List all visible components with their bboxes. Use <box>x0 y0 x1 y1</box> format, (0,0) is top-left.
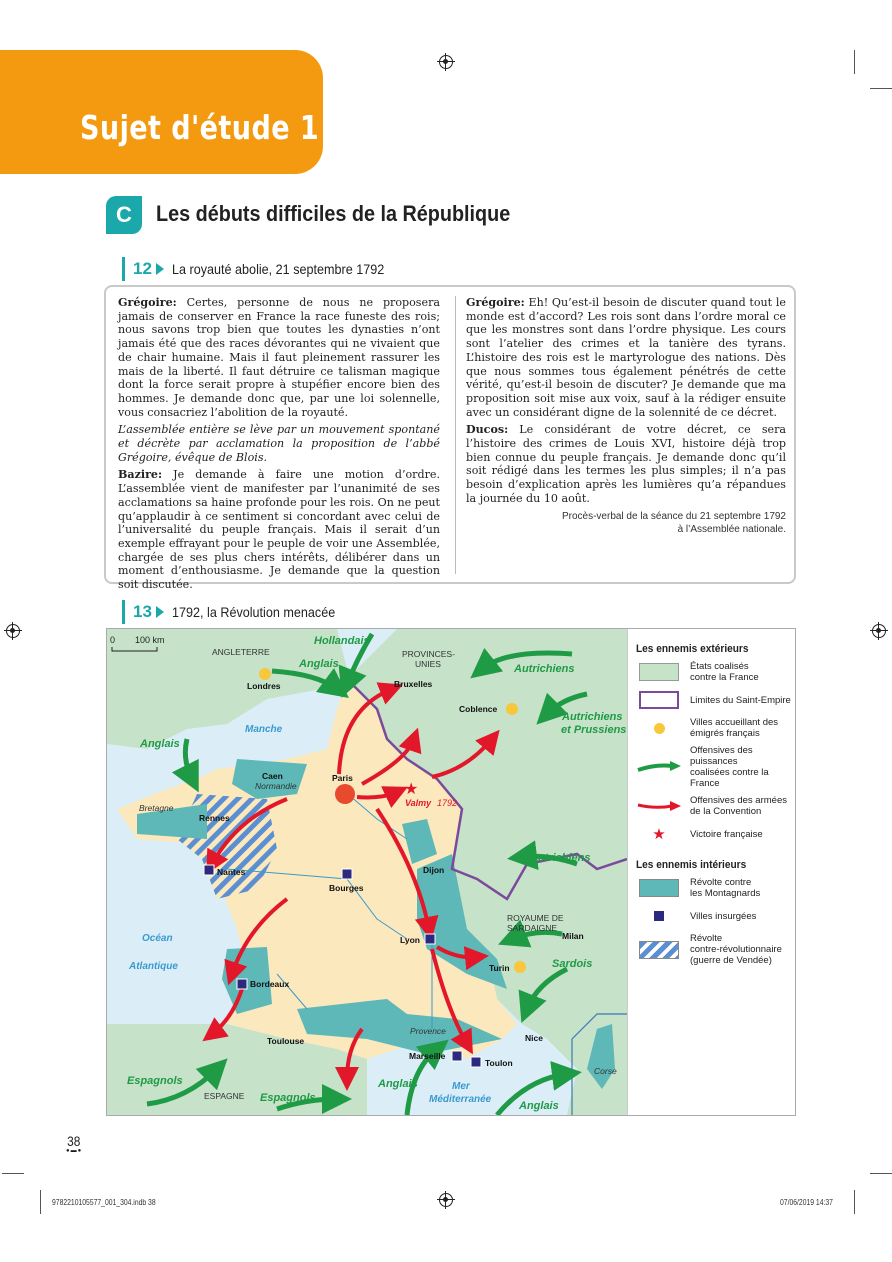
green-area-swatch <box>639 663 679 681</box>
city-label: Toulouse <box>267 1036 305 1046</box>
country-label: UNIES <box>415 659 441 669</box>
doc-number: 13 <box>133 602 152 621</box>
legend-label: Victoire française <box>690 828 763 840</box>
teal-area-swatch <box>639 879 679 897</box>
source-line: Procès-verbal de la séance du 21 septembre 1792 <box>561 510 786 522</box>
speech-text: Le considérant de votre décret, ce sera l’histoire des crimes de Louis XVI, histoire déjà trop bien connue du peuple français. Je demande donc qu’il soit rédigé dans les termes les plus simples; il n’a pas besoin d’explication après les lumières qu’a répandues la journée du 10 août. <box>466 423 786 505</box>
sea-label: Mer <box>452 1081 470 1092</box>
legend-label: Révolte <box>690 933 723 944</box>
enemy-label: Anglais <box>299 658 339 670</box>
enemy-label: Autrichiens <box>514 663 575 675</box>
speech-text: Certes, personne de nous ne proposera jamais de conserver en France la race funeste des rois; nous savons trop bien que toutes les dynasties n’ont jamais été que des races dévorantes qui ne vivaient que de chair humaine. Mais il faut pleinement rassurer les mais de la liberté. Il faut détruire ce talisman magique dont la force serait propre à stupéfier encore bien des hommes. Je demande donc que, par une loi solennelle, vous consacriez l’abolition de la royauté. <box>118 296 440 419</box>
city-label: Nantes <box>217 867 246 877</box>
city-label: Paris <box>332 773 353 783</box>
speaker-name: Grégoire: <box>466 296 525 309</box>
speech-text: Eh! Qu’est-il besoin de discuter quand tout le monde est d’accord? Les rois sont dans l’ordre moral ce que les monstres sont dans l’ordre physique. Les cours sont l’atelier des crimes et la tanière des tyrans. L’histoire des rois est le martyrologue des nations. Dès que nous sommes tous également pénétrés de cette vérité, qu’est-il besoin de discuter? Je demande que ma proposition soit mise aux voix, sauf à la rédiger ensuite avec un considérant digne de la solennité de ce décret. <box>466 296 786 419</box>
section-title: Les débuts difficiles de la République <box>156 201 511 226</box>
legend-label: les Montagnards <box>690 888 761 899</box>
sea-label: Atlantique <box>129 961 178 972</box>
legend-label: Offensives des puissances <box>690 745 753 767</box>
sea-label: Méditerranée <box>429 1094 492 1105</box>
insurgent-city-marker <box>425 934 435 944</box>
hatched-area-swatch <box>639 941 679 959</box>
chapter-tab-title: Sujet d'étude 1 <box>80 108 320 147</box>
legend-item <box>636 905 795 927</box>
text-column-right <box>466 296 786 536</box>
victory-year: 1792 <box>437 798 458 808</box>
crop-mark <box>870 1173 892 1174</box>
heading-bar <box>122 257 125 281</box>
legend-label: émigrés français <box>690 728 760 739</box>
legend-section-title: Les ennemis intérieurs <box>636 859 747 871</box>
legend-item <box>636 689 795 711</box>
region-label: Bretagne <box>139 803 174 813</box>
city-label: Milan <box>562 931 584 941</box>
legend-label: contre-révolutionnaire <box>690 944 782 955</box>
print-slug-right: 07/06/2019 14:37 <box>780 1198 833 1207</box>
enemy-label: Espagnols <box>260 1092 316 1104</box>
registration-mark-icon <box>6 624 20 638</box>
sea-label: Océan <box>142 933 173 944</box>
insurgent-city-marker <box>204 865 214 875</box>
heading-bar <box>122 600 125 624</box>
scale-label: 100 km <box>135 635 165 645</box>
legend-label: contre la France <box>690 672 759 683</box>
paragraph <box>466 423 786 505</box>
victory-star-icon: ★ <box>404 781 419 798</box>
legend-item <box>636 933 795 966</box>
city-label: Bruxelles <box>394 679 433 689</box>
legend-item <box>636 877 795 899</box>
doc13-heading <box>122 600 353 624</box>
legend-label: États coalisés <box>690 661 749 672</box>
country-label: ANGLETERRE <box>212 647 270 657</box>
page-number: 38 <box>67 1133 81 1149</box>
doc12-heading <box>122 257 408 281</box>
city-label: Toulon <box>485 1058 513 1068</box>
speech-text: Je demande à faire une motion d’ordre. L’assemblée vient de manifester par l’unanimité de ses acclamations sa haine profonde pour les rois. On ne peut qu’applaudir à ce sentiment si concordant avec celui de l’universalité du peuple français. Mais il serait d’un exemple effrayant pour le peuple de voir une Assemblée, chargée de ses plus chers intérêts, délibérer dans un moment d’enthousiasme. Je demande que la question soit discutée. <box>118 468 440 592</box>
city-label: Nice <box>525 1033 543 1043</box>
paragraph <box>466 296 786 419</box>
map-figure <box>106 628 796 1116</box>
navy-square-icon <box>654 911 664 921</box>
registration-mark-icon <box>872 624 886 638</box>
enemy-label: Anglais <box>378 1078 418 1090</box>
legend-label: Limites du Saint-Empire <box>690 694 791 706</box>
speaker-name: Bazire: <box>118 468 163 482</box>
city-label: Bordeaux <box>250 979 290 989</box>
enemy-label: et Prussiens <box>561 724 627 736</box>
enemy-label: Sardois <box>552 958 593 970</box>
country-label: ROYAUME DE <box>507 913 564 923</box>
registration-mark-icon <box>439 1193 453 1207</box>
crop-mark <box>854 50 855 74</box>
region-label: Provence <box>410 1026 446 1036</box>
legend-label: de la Convention <box>690 806 762 817</box>
insurgent-city-marker <box>471 1057 481 1067</box>
text-column-left <box>118 296 440 596</box>
crop-mark <box>2 1173 24 1174</box>
yellow-dot-icon <box>654 723 665 734</box>
doc-title: 1792, la Révolution menacée <box>171 604 336 620</box>
city-label: Londres <box>247 681 281 691</box>
legend-label: (guerre de Vendée) <box>690 955 772 966</box>
city-label: Marseille <box>409 1051 446 1061</box>
city-label: Caen <box>262 771 283 781</box>
paragraph <box>118 468 440 591</box>
victory-label: Valmy <box>405 798 432 808</box>
enemy-label: Anglais <box>140 738 180 750</box>
enemy-label: Autrichiens <box>530 852 591 864</box>
legend-section-title: Les ennemis extérieurs <box>636 643 749 655</box>
speaker-name: Grégoire: <box>118 296 177 309</box>
insurgent-city-marker <box>342 869 352 879</box>
red-star-icon: ★ <box>652 826 666 843</box>
city-label: Rennes <box>199 813 230 823</box>
page-number-ornament: ●▬● <box>66 1148 83 1154</box>
emigre-city-marker <box>259 668 271 680</box>
paris-marker <box>335 784 355 804</box>
source-line: à l’Assemblée nationale. <box>677 523 786 535</box>
country-label: PROVINCES- <box>402 649 455 659</box>
city-label: Lyon <box>400 935 420 945</box>
legend-item <box>636 745 795 789</box>
green-arrow-icon <box>636 760 682 774</box>
legend-item <box>636 717 795 739</box>
paragraph <box>118 296 440 419</box>
legend-label: Révolte contre <box>690 877 752 888</box>
sea-label: Manche <box>245 724 283 735</box>
source-citation <box>466 510 786 536</box>
country-label: ESPAGNE <box>204 1091 245 1101</box>
registration-mark-icon <box>439 55 453 69</box>
enemy-label: Anglais <box>519 1100 559 1112</box>
legend-label: Villes insurgées <box>690 910 757 922</box>
city-label: Dijon <box>423 865 445 875</box>
insurgent-city-marker <box>237 979 247 989</box>
enemy-label: Espagnols <box>127 1075 183 1087</box>
paragraph <box>118 423 440 464</box>
legend-item <box>636 823 795 845</box>
country-label: SARDAIGNE <box>507 923 558 933</box>
region-label: Corse <box>594 1066 617 1076</box>
legend-item <box>636 795 795 817</box>
city-label: Turin <box>489 963 510 973</box>
legend-label: coalisées contre la France <box>690 767 769 789</box>
print-slug-left: 9782210105577_001_304.indb 38 <box>52 1198 156 1207</box>
emigre-city-marker <box>514 961 526 973</box>
column-divider <box>455 296 456 574</box>
legend-label: Offensives des armées <box>690 795 787 806</box>
map-france-1792 <box>107 629 627 1115</box>
legend-item <box>636 661 795 683</box>
doc-title: La royauté abolie, 21 septembre 1792 <box>171 261 385 277</box>
purple-border-swatch <box>639 691 679 709</box>
triangle-right-icon <box>156 606 164 618</box>
enemy-label: Autrichiens <box>562 711 623 723</box>
city-label: Bourges <box>329 883 364 893</box>
city-label: Coblence <box>459 704 498 714</box>
section-letter-badge: C <box>106 196 142 234</box>
scale-zero: 0 <box>110 635 116 645</box>
legend-label: Villes accueillant des <box>690 717 779 728</box>
crop-mark <box>870 88 892 89</box>
insurgent-city-marker <box>452 1051 462 1061</box>
stage-direction: L’assemblée entière se lève par un mouvement spontané et décrète par acclamation la proposition de l’abbé Grégoire, évêque de Blois. <box>118 423 440 464</box>
triangle-right-icon <box>156 263 164 275</box>
enemy-label: Hollandais <box>314 635 370 647</box>
red-arrow-icon <box>636 799 682 813</box>
doc-number: 12 <box>133 259 152 278</box>
crop-mark <box>40 1190 41 1214</box>
map-legend <box>627 629 795 1115</box>
emigre-city-marker <box>506 703 518 715</box>
crop-mark <box>854 1190 855 1214</box>
region-label: Normandie <box>255 781 297 791</box>
speaker-name: Ducos: <box>466 423 509 437</box>
